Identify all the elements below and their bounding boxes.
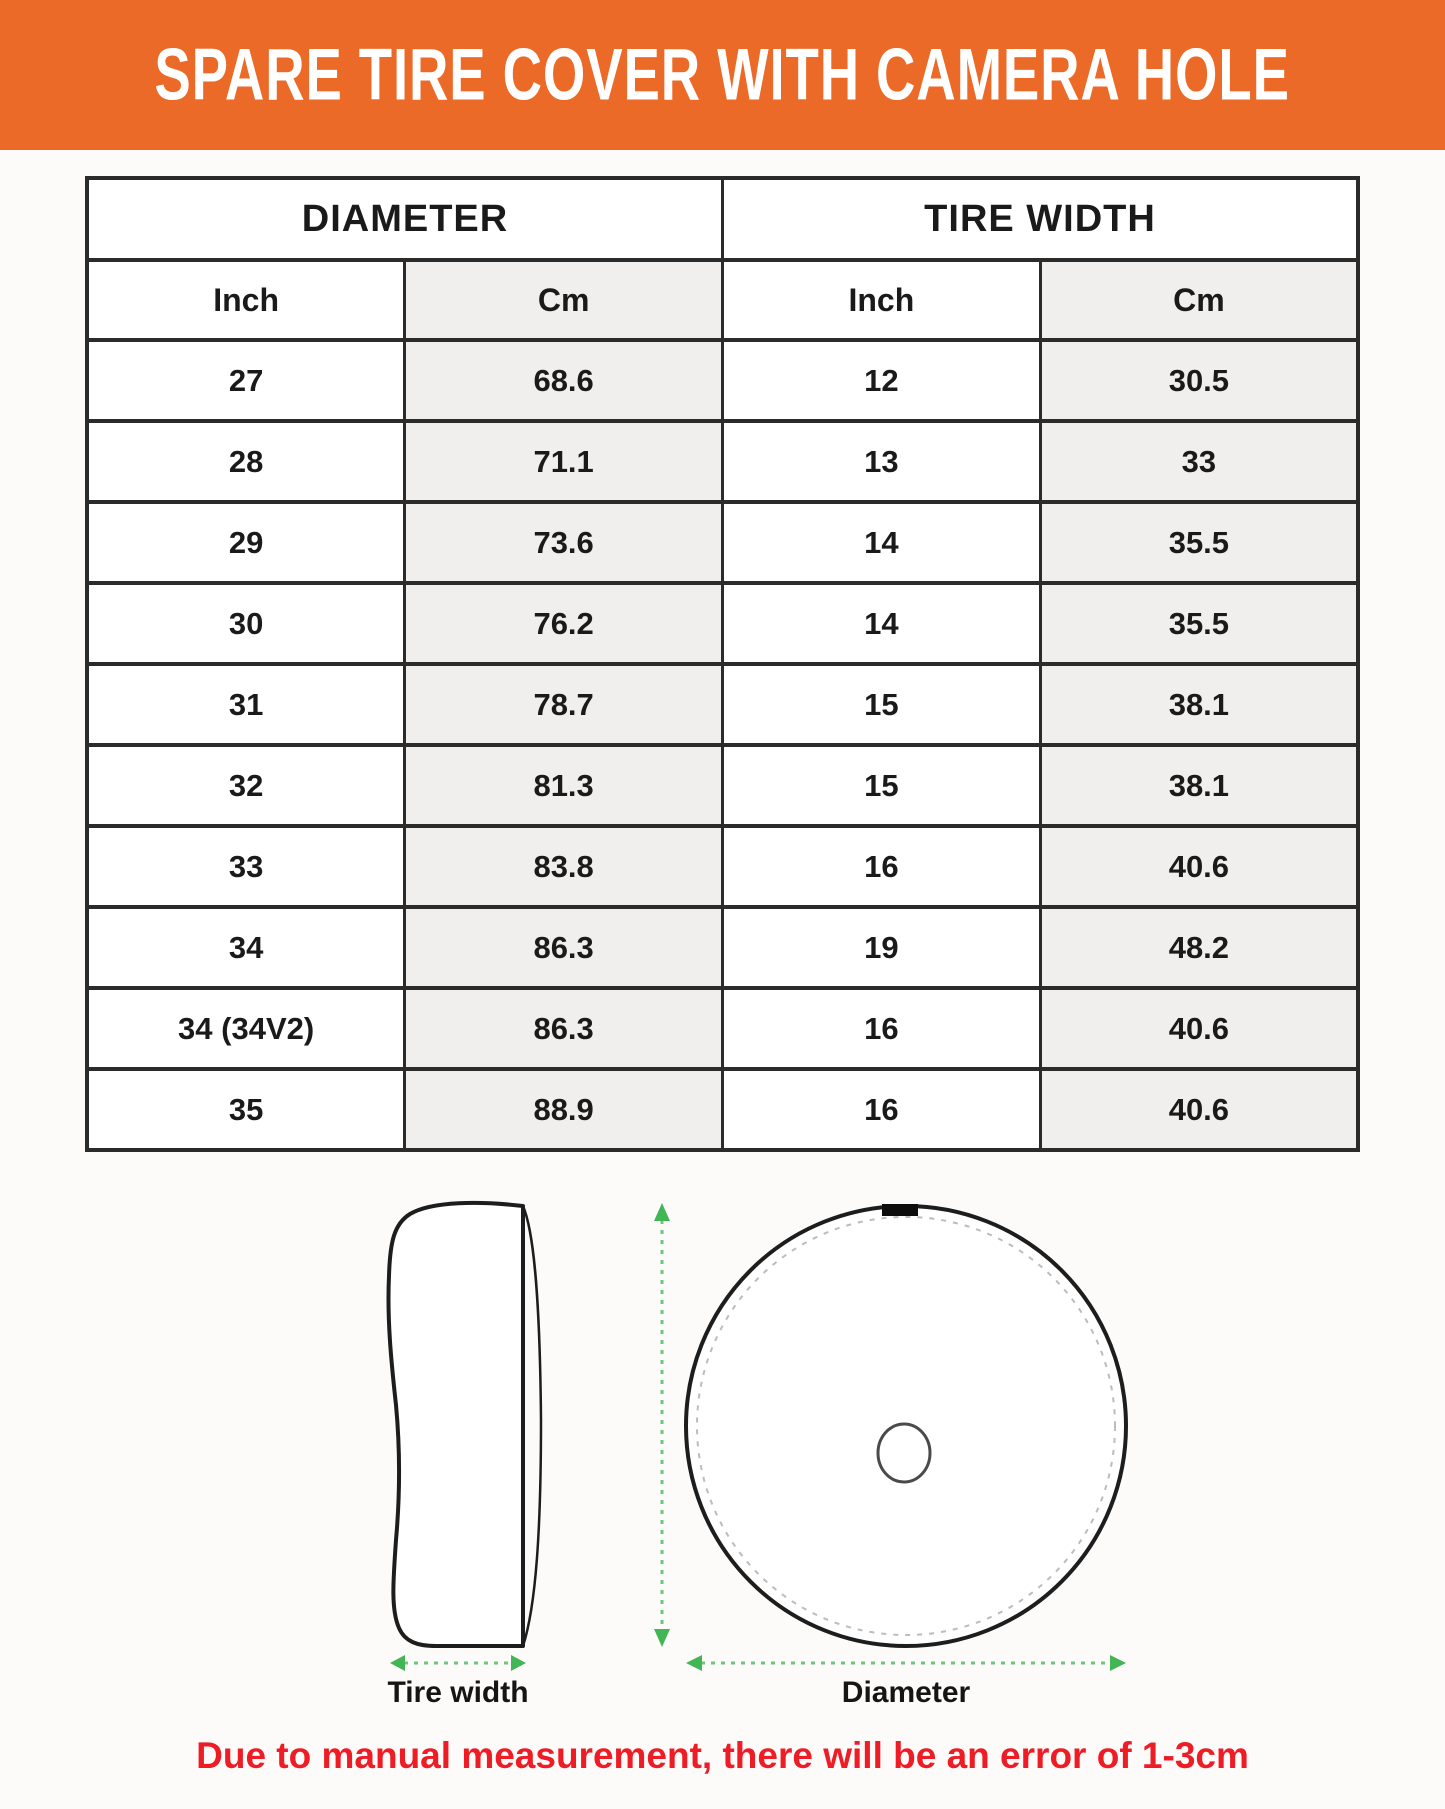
cell-width-inch: 14 [723, 583, 1041, 664]
diameter-label: Diameter [841, 1676, 971, 1709]
table-row [87, 340, 1358, 421]
top-marker [882, 1204, 918, 1216]
cell-diameter-cm: 76.2 [405, 583, 723, 664]
cell-diameter-inch: 30 [87, 583, 405, 664]
cell-width-inch: 15 [723, 664, 1041, 745]
table-row [87, 664, 1358, 745]
table-row [87, 988, 1358, 1069]
subheader-diameter-cm: Cm [405, 260, 723, 340]
cell-width-cm: 33 [1040, 421, 1358, 502]
cell-diameter-cm: 83.8 [405, 826, 723, 907]
cell-width-inch: 16 [723, 826, 1041, 907]
title-banner [0, 0, 1445, 150]
cell-diameter-cm: 78.7 [405, 664, 723, 745]
cell-width-inch: 12 [723, 340, 1041, 421]
cell-diameter-cm: 88.9 [405, 1069, 723, 1150]
cell-diameter-inch: 32 [87, 745, 405, 826]
cell-width-cm: 35.5 [1040, 583, 1358, 664]
cell-width-cm: 40.6 [1040, 1069, 1358, 1150]
table-row [87, 907, 1358, 988]
cell-width-cm: 35.5 [1040, 502, 1358, 583]
height-arrow [654, 1203, 670, 1647]
cell-width-cm: 40.6 [1040, 988, 1358, 1069]
cell-width-inch: 19 [723, 907, 1041, 988]
tire-side-view [388, 1203, 541, 1646]
size-table [85, 176, 1360, 1152]
cell-width-cm: 38.1 [1040, 664, 1358, 745]
cell-width-inch: 15 [723, 745, 1041, 826]
cell-diameter-cm: 81.3 [405, 745, 723, 826]
table-group-header-row [87, 178, 1358, 260]
cell-diameter-cm: 68.6 [405, 340, 723, 421]
cell-diameter-inch: 29 [87, 502, 405, 583]
cell-diameter-cm: 71.1 [405, 421, 723, 502]
cell-diameter-cm: 86.3 [405, 907, 723, 988]
cell-diameter-inch: 35 [87, 1069, 405, 1150]
table-row [87, 826, 1358, 907]
subheader-width-inch: Inch [723, 260, 1041, 340]
measurement-note: Due to manual measurement, there will be an error of 1-3cm [196, 1735, 1249, 1776]
table-row [87, 583, 1358, 664]
cell-diameter-cm: 73.6 [405, 502, 723, 583]
cell-diameter-inch: 28 [87, 421, 405, 502]
cell-diameter-inch: 33 [87, 826, 405, 907]
cell-width-inch: 16 [723, 988, 1041, 1069]
cell-width-cm: 48.2 [1040, 907, 1358, 988]
table-sub-header-row [87, 260, 1358, 340]
table-row [87, 1069, 1358, 1150]
camera-hole [878, 1424, 930, 1482]
cell-diameter-inch: 31 [87, 664, 405, 745]
table-row [87, 502, 1358, 583]
cell-diameter-inch: 34 (34V2) [87, 988, 405, 1069]
cell-width-cm: 38.1 [1040, 745, 1358, 826]
group-header-diameter: DIAMETER [87, 178, 723, 260]
subheader-diameter-inch: Inch [87, 260, 405, 340]
tire-width-arrow [390, 1655, 526, 1671]
cell-diameter-inch: 34 [87, 907, 405, 988]
cell-width-inch: 13 [723, 421, 1041, 502]
table-row [87, 745, 1358, 826]
cell-width-inch: 14 [723, 502, 1041, 583]
tire-diagram [0, 1190, 1445, 1750]
tire-front-view [686, 1204, 1126, 1646]
group-header-tire-width: TIRE WIDTH [723, 178, 1359, 260]
tire-width-label: Tire width [387, 1676, 529, 1709]
cell-diameter-cm: 86.3 [405, 988, 723, 1069]
cell-diameter-inch: 27 [87, 340, 405, 421]
cell-width-inch: 16 [723, 1069, 1041, 1150]
cell-width-cm: 40.6 [1040, 826, 1358, 907]
page-title: SPARE TIRE COVER WITH CAMERA HOLE [154, 34, 1291, 116]
cell-width-cm: 30.5 [1040, 340, 1358, 421]
table-row [87, 421, 1358, 502]
diameter-arrow [686, 1655, 1126, 1671]
subheader-width-cm: Cm [1040, 260, 1358, 340]
